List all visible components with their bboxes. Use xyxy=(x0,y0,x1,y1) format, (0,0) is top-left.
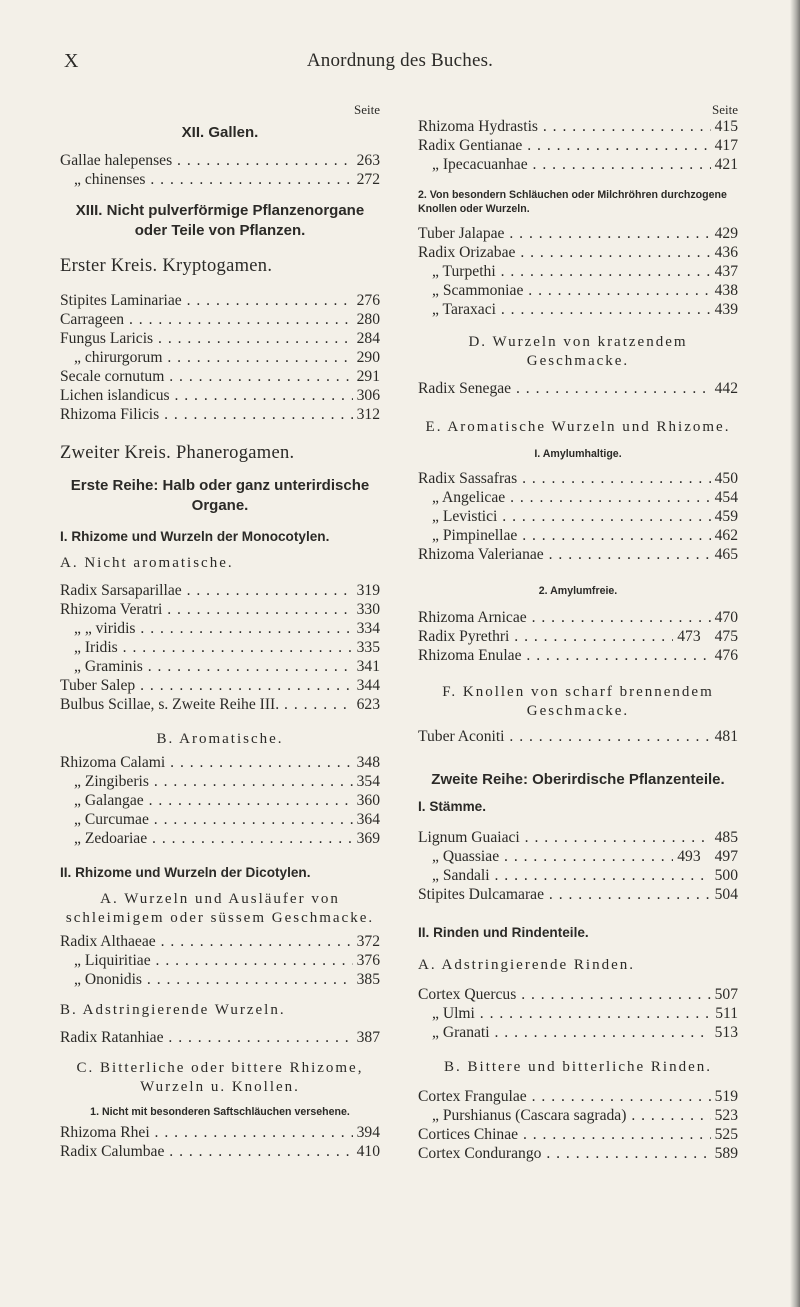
group-heading: Zweiter Kreis. Phanerogamen. xyxy=(60,443,295,463)
toc-entry xyxy=(60,1028,380,1047)
entry-page-number: 476 xyxy=(714,647,738,664)
toc-entry xyxy=(418,608,738,627)
entry-label: „ Zingiberis . . . xyxy=(60,772,353,791)
entry-page xyxy=(353,772,380,791)
page-number: X xyxy=(64,50,79,72)
spacer xyxy=(418,461,738,469)
entry-label: Stipites Laminariae . . . xyxy=(60,291,353,310)
toc-entry xyxy=(418,281,738,300)
entry-page-number: 417 xyxy=(714,137,738,154)
spacer xyxy=(418,975,738,985)
minor-heading: I. Amylumhaltige. xyxy=(534,448,622,460)
entry-label: Rhizoma Hydrastis . . . xyxy=(418,117,711,136)
entry-label: „ Turpethi . . . xyxy=(418,262,711,281)
spacer xyxy=(60,882,380,890)
entry-page-number: 387 xyxy=(356,1029,380,1046)
entry-page-number: 410 xyxy=(356,1143,380,1160)
toc-entry xyxy=(418,545,738,564)
entry-page-number: 470 xyxy=(714,609,738,626)
section-heading: Zweite Reihe: Oberirdische Pflanzenteile. xyxy=(431,771,725,788)
entry-page xyxy=(353,657,380,676)
page-edge-shadow xyxy=(790,0,800,1307)
spacer xyxy=(60,1097,380,1105)
spacer xyxy=(60,516,380,528)
toc-entry xyxy=(418,727,738,746)
entry-label: Radix Calumbae . . . xyxy=(60,1142,353,1161)
toc-entry xyxy=(60,600,380,619)
entry-page xyxy=(353,791,380,810)
toc-entry xyxy=(418,1087,738,1106)
entry-page xyxy=(353,829,380,848)
spacer xyxy=(418,1042,738,1058)
entry-label: Radix Sarsaparillae . . . xyxy=(60,581,353,600)
entry-page-number: 450 xyxy=(714,470,738,487)
toc-entry xyxy=(60,695,380,714)
spacer xyxy=(418,790,738,798)
entry-label: Lignum Guaiaci . . . xyxy=(418,828,711,847)
entry-label: Cortices Chinae . . . xyxy=(418,1125,711,1144)
entry-page xyxy=(711,828,738,847)
entry-page-number: 376 xyxy=(356,952,380,969)
category-heading: B. Bittere und bitterliche Rinden. xyxy=(444,1059,712,1075)
spacer xyxy=(418,398,738,418)
spacer xyxy=(60,573,380,581)
entry-page xyxy=(711,507,738,526)
toc-entry xyxy=(60,291,380,310)
entry-label: „ Sandali . . . xyxy=(418,866,711,885)
spacer xyxy=(60,424,380,442)
entry-page-number: 525 xyxy=(714,1126,738,1143)
entry-label: „ chinenses . . . xyxy=(60,170,353,189)
entry-page-number: 437 xyxy=(714,263,738,280)
entry-page-number: 429 xyxy=(714,225,738,242)
category-heading: A. Adstringierende Rinden. xyxy=(418,957,635,973)
spacer xyxy=(418,942,738,956)
entry-page-number: 335 xyxy=(356,639,380,656)
toc-entry xyxy=(60,932,380,951)
entry-page-number: 369 xyxy=(356,830,380,847)
toc-entry xyxy=(418,262,738,281)
toc-entry xyxy=(60,951,380,970)
minor-heading: 1. Nicht mit besonderen Saftschläuchen versehene. xyxy=(90,1106,350,1118)
page-column-label: Seite xyxy=(712,102,738,117)
entry-page-number: 421 xyxy=(714,156,738,173)
section-heading: XIII. Nicht pulverförmige Pflanzenorgane oder Teile von Pflanzen. xyxy=(75,202,365,239)
spacer xyxy=(60,1047,380,1059)
toc-entry xyxy=(418,243,738,262)
entry-page-number: 473 xyxy=(677,628,701,645)
spacer xyxy=(418,174,738,188)
entry-label: Tuber Jalapae . . . xyxy=(418,224,711,243)
toc-entry xyxy=(60,657,380,676)
entry-page-number: 354 xyxy=(356,773,380,790)
spacer xyxy=(418,319,738,333)
entry-label: „ Taraxaci . . . xyxy=(418,300,711,319)
spacer xyxy=(418,904,738,924)
entry-page xyxy=(353,386,380,405)
entry-label: Secale cornutum . . . xyxy=(60,367,353,386)
entry-page-number: 312 xyxy=(356,406,380,423)
entry-page xyxy=(711,1106,738,1125)
entry-page-number: 519 xyxy=(714,1088,738,1105)
entry-label: Tuber Aconiti . . . xyxy=(418,727,711,746)
spacer xyxy=(418,564,738,584)
toc-entry xyxy=(418,1004,738,1023)
entry-label: Rhizoma Veratri . . . xyxy=(60,600,353,619)
spacer xyxy=(60,241,380,255)
left-column xyxy=(60,103,380,1161)
toc-entry xyxy=(418,469,738,488)
entry-page xyxy=(711,1125,738,1144)
toc-entry xyxy=(60,791,380,810)
toc-entry xyxy=(418,1106,738,1125)
toc-entry xyxy=(418,828,738,847)
entry-page xyxy=(711,1087,738,1106)
entry-label: Radix Pyrethri . . . xyxy=(418,627,673,646)
entry-page-number: 360 xyxy=(356,792,380,809)
entry-page-number: 493 xyxy=(677,848,701,865)
entry-page-number: 263 xyxy=(356,152,380,169)
entry-page xyxy=(711,262,738,281)
entry-page-number: 364 xyxy=(356,811,380,828)
spacer xyxy=(60,189,380,201)
entry-page xyxy=(353,1142,380,1161)
entry-label: Radix Sassafras . . . xyxy=(418,469,711,488)
page-header xyxy=(0,50,800,80)
spacer xyxy=(60,989,380,1001)
entry-label: Stipites Dulcamarae . . . xyxy=(418,885,711,904)
toc-entry xyxy=(60,348,380,367)
entry-page-number: 272 xyxy=(356,171,380,188)
toc-entry xyxy=(60,1142,380,1161)
entry-label: Radix Ratanhiae . . . xyxy=(60,1028,353,1047)
entry-page-number: 290 xyxy=(356,349,380,366)
entry-page-number: 438 xyxy=(714,282,738,299)
entry-page xyxy=(711,136,738,155)
entry-label: Radix Orizabae . . . xyxy=(418,243,711,262)
entry-page xyxy=(353,951,380,970)
entry-page xyxy=(711,608,738,627)
entry-page-number: 276 xyxy=(356,292,380,309)
entry-page xyxy=(711,117,738,136)
entry-page xyxy=(711,646,738,665)
entry-page xyxy=(711,1023,738,1042)
section-heading: Erste Reihe: Halb oder ganz unterirdische Organe. xyxy=(70,477,370,514)
entry-page-number: 462 xyxy=(714,527,738,544)
entry-page-number: 306 xyxy=(356,387,380,404)
entry-page xyxy=(711,469,738,488)
entry-page xyxy=(353,619,380,638)
entry-page xyxy=(711,727,738,746)
toc-entry xyxy=(60,638,380,657)
category-heading: A. Nicht aromatische. xyxy=(60,555,234,571)
entry-page-number: 481 xyxy=(714,728,738,745)
entry-page xyxy=(711,300,738,319)
spacer xyxy=(60,1020,380,1028)
entry-label: Fungus Laricis . . . xyxy=(60,329,353,348)
entry-label: Cortex Frangulae . . . xyxy=(418,1087,711,1106)
entry-label: „ Ononidis . . . xyxy=(60,970,353,989)
running-title: Anordnung des Buches. xyxy=(306,50,494,71)
category-heading: B. Adstringierende Wurzeln. xyxy=(60,1002,286,1018)
subsection-heading: II. Rinden und Rindenteile. xyxy=(418,925,589,940)
toc-entry xyxy=(418,627,738,646)
entry-label: Tuber Salep . . . xyxy=(60,676,353,695)
entry-label: „ Granati . . . xyxy=(418,1023,711,1042)
entry-page xyxy=(353,329,380,348)
entry-label: „ Graminis . . . xyxy=(60,657,353,676)
toc-entry xyxy=(60,753,380,772)
entry-label: „ Levistici . . . xyxy=(418,507,711,526)
toc-entry xyxy=(60,970,380,989)
toc-entry xyxy=(418,847,738,866)
entry-page xyxy=(353,170,380,189)
entry-page-number: 500 xyxy=(714,867,738,884)
toc-entry xyxy=(418,117,738,136)
entry-label: Radix Gentianae . . . xyxy=(418,136,711,155)
entry-label: „ Iridis . . . xyxy=(60,638,353,657)
spacer xyxy=(60,143,380,151)
entry-label: „ Zedoariae . . . xyxy=(60,829,353,848)
right-column xyxy=(418,103,738,1163)
entry-page xyxy=(353,581,380,600)
entry-page-number: 513 xyxy=(714,1024,738,1041)
entry-page xyxy=(353,810,380,829)
spacer xyxy=(418,437,738,447)
entry-page xyxy=(353,310,380,329)
entry-page xyxy=(711,545,738,564)
entry-page-number: 319 xyxy=(356,582,380,599)
toc-entry xyxy=(418,300,738,319)
category-heading: D. Wurzeln von kratzendem Geschmacke. xyxy=(468,334,688,369)
subsection-heading: II. Rhizome und Wurzeln der Dicotylen. xyxy=(60,865,311,880)
entry-label: Rhizoma Filicis . . . xyxy=(60,405,353,424)
entry-page xyxy=(673,627,738,646)
entry-label: „ Pimpinellae . . . xyxy=(418,526,711,545)
entry-page xyxy=(353,753,380,772)
toc-entry xyxy=(60,170,380,189)
entry-label: „ Purshianus (Cascara sagrada) . . . xyxy=(418,1106,711,1125)
entry-page xyxy=(711,379,738,398)
category-heading: E. Aromatische Wurzeln und Rhizome. xyxy=(425,419,731,435)
entry-page xyxy=(711,985,738,1004)
entry-page xyxy=(353,1123,380,1142)
entry-page-number: 280 xyxy=(356,311,380,328)
entry-label: Radix Senegae . . . xyxy=(418,379,711,398)
minor-heading: 2. Von besondern Schläuchen oder Milchröhren durchzogene Knollen oder Wurzeln. xyxy=(418,189,727,215)
entry-page xyxy=(353,932,380,951)
entry-label: „ Ulmi . . . xyxy=(418,1004,711,1023)
category-heading: B. Aromatische. xyxy=(156,731,284,747)
entry-page xyxy=(353,695,380,714)
entry-page-number: 291 xyxy=(356,368,380,385)
toc-entry xyxy=(60,405,380,424)
entry-page-number: 348 xyxy=(356,754,380,771)
spacer xyxy=(418,665,738,683)
entry-page-number: 439 xyxy=(714,301,738,318)
entry-page-number: 459 xyxy=(714,508,738,525)
entry-page xyxy=(711,224,738,243)
entry-label: Rhizoma Arnicae . . . xyxy=(418,608,711,627)
toc-entry xyxy=(60,386,380,405)
entry-page xyxy=(711,526,738,545)
toc-entry xyxy=(60,329,380,348)
entry-page xyxy=(673,847,738,866)
entry-page xyxy=(711,281,738,300)
spacer xyxy=(418,216,738,224)
toc-entry xyxy=(418,224,738,243)
subsection-heading: I. Rhizome und Wurzeln der Monocotylen. xyxy=(60,529,330,544)
toc-entry xyxy=(60,310,380,329)
entry-label: „ Scammoniae . . . xyxy=(418,281,711,300)
spacer xyxy=(418,598,738,608)
entry-label: Gallae halepenses . . . xyxy=(60,151,353,170)
entry-page-number: 465 xyxy=(714,546,738,563)
entry-page-number: 344 xyxy=(356,677,380,694)
entry-label: „ Liquiritiae . . . xyxy=(60,951,353,970)
subsection-heading: I. Stämme. xyxy=(418,799,486,814)
toc-entry xyxy=(418,155,738,174)
entry-page xyxy=(353,291,380,310)
section-heading: XII. Gallen. xyxy=(181,124,259,141)
toc-entry xyxy=(418,1023,738,1042)
group-heading: Erster Kreis. Kryptogamen. xyxy=(60,256,273,276)
entry-page xyxy=(711,1004,738,1023)
spacer xyxy=(60,277,380,291)
spacer xyxy=(418,746,738,770)
entry-label: Rhizoma Enulae . . . xyxy=(418,646,711,665)
entry-label: „ chirurgorum . . . xyxy=(60,348,353,367)
entry-page xyxy=(353,348,380,367)
toc-entry xyxy=(418,885,738,904)
entry-page-number: 497 xyxy=(714,848,738,865)
toc-entry xyxy=(60,151,380,170)
entry-page-number: 394 xyxy=(356,1124,380,1141)
entry-label: Bulbus Scillae, s. Zweite Reihe III. . . . xyxy=(60,695,353,714)
entry-label: Carrageen . . . xyxy=(60,310,353,329)
entry-page-number: 504 xyxy=(714,886,738,903)
toc-entry xyxy=(418,646,738,665)
entry-page xyxy=(353,970,380,989)
minor-heading: 2. Amylumfreie. xyxy=(538,585,618,597)
entry-page-number: 415 xyxy=(714,118,738,135)
entry-page xyxy=(353,600,380,619)
entry-label: Cortex Condurango . . . xyxy=(418,1144,711,1163)
entry-page xyxy=(353,367,380,386)
entry-label: Radix Althaeae . . . xyxy=(60,932,353,951)
toc-entry xyxy=(60,619,380,638)
entry-page xyxy=(711,866,738,885)
page-column-label: Seite xyxy=(354,102,380,117)
entry-page-number: 589 xyxy=(714,1145,738,1162)
entry-label: Rhizoma Rhei . . . xyxy=(60,1123,353,1142)
toc-entry xyxy=(418,866,738,885)
spacer xyxy=(418,371,738,379)
entry-label: Lichen islandicus . . . xyxy=(60,386,353,405)
entry-label: „ Quassiae . . . xyxy=(418,847,673,866)
entry-page-number: 385 xyxy=(356,971,380,988)
spacer xyxy=(418,1077,738,1087)
toc-entry xyxy=(418,379,738,398)
entry-page-number: 436 xyxy=(714,244,738,261)
spacer xyxy=(60,546,380,554)
entry-page-number: 334 xyxy=(356,620,380,637)
entry-label: „ Ipecacuanhae . . . xyxy=(418,155,711,174)
entry-page-number: 475 xyxy=(714,628,738,645)
entry-page xyxy=(711,1144,738,1163)
entry-page-number: 341 xyxy=(356,658,380,675)
entry-page xyxy=(353,1028,380,1047)
category-heading: A. Wurzeln und Ausläufer von schleimigem oder süssem Geschmacke. xyxy=(65,891,375,926)
entry-page xyxy=(711,488,738,507)
toc-entry xyxy=(60,367,380,386)
entry-page xyxy=(353,405,380,424)
toc-entry xyxy=(60,829,380,848)
spacer xyxy=(60,714,380,730)
toc-entry xyxy=(418,526,738,545)
spacer xyxy=(60,464,380,476)
category-heading: F. Knollen von scharf brennendem Geschmacke. xyxy=(442,684,714,719)
entry-page xyxy=(353,676,380,695)
spacer xyxy=(60,848,380,864)
entry-page-number: 330 xyxy=(356,601,380,618)
entry-page-number: 623 xyxy=(356,696,380,713)
toc-entry xyxy=(418,136,738,155)
spacer xyxy=(418,816,738,828)
toc-entry xyxy=(60,676,380,695)
entry-page-number: 372 xyxy=(356,933,380,950)
toc-entry xyxy=(418,1125,738,1144)
entry-page xyxy=(711,155,738,174)
toc-entry xyxy=(418,985,738,1004)
entry-page-number: 454 xyxy=(714,489,738,506)
entry-label: „ „ viridis . . . xyxy=(60,619,353,638)
entry-page xyxy=(353,638,380,657)
toc-entry xyxy=(418,488,738,507)
entry-page xyxy=(711,885,738,904)
entry-label: Cortex Quercus . . . xyxy=(418,985,711,1004)
entry-page-number: 507 xyxy=(714,986,738,1003)
category-heading: C. Bitterliche oder bittere Rhizome, Wurzeln u. Knollen. xyxy=(76,1060,364,1095)
entry-page xyxy=(711,243,738,262)
entry-label: „ Curcumae . . . xyxy=(60,810,353,829)
entry-label: Rhizoma Calami . . . xyxy=(60,753,353,772)
toc-entry xyxy=(418,1144,738,1163)
toc-entry xyxy=(60,810,380,829)
toc-entry xyxy=(418,507,738,526)
entry-page-number: 523 xyxy=(714,1107,738,1124)
toc-entry xyxy=(60,1123,380,1142)
entry-page-number: 511 xyxy=(715,1005,738,1022)
entry-label: Rhizoma Valerianae . . . xyxy=(418,545,711,564)
entry-label: „ Angelicae . . . xyxy=(418,488,711,507)
toc-entry xyxy=(60,772,380,791)
entry-page-number: 284 xyxy=(356,330,380,347)
entry-page xyxy=(353,151,380,170)
entry-page-number: 442 xyxy=(714,380,738,397)
entry-label: „ Galangae . . . xyxy=(60,791,353,810)
toc-entry xyxy=(60,581,380,600)
entry-page-number: 485 xyxy=(714,829,738,846)
